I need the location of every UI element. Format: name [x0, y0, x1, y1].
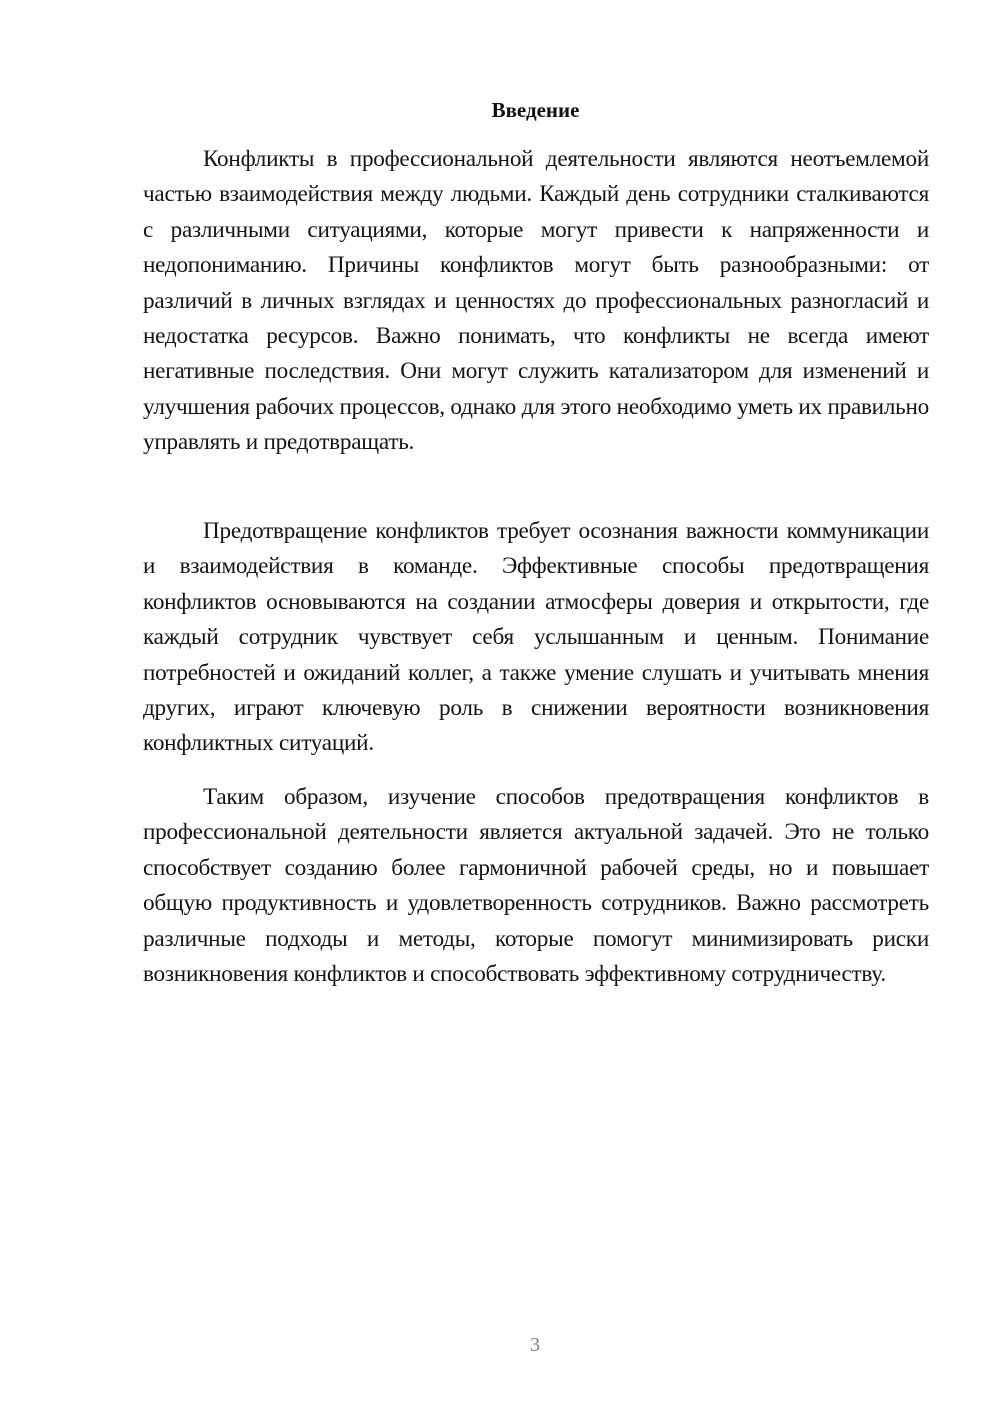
page-number: 3 — [530, 1334, 540, 1356]
section-heading: Введение — [491, 98, 580, 122]
paragraph-3: Таким образом, изучение способов предотвращения конфликтов в профессиональной деятельности является актуальной задачей. Это не только способствует созданию более гармоничной рабочей среды, но и повышает общую продуктивность и удовлетворенность сотрудников. Важно рассмотреть различные подходы и методы, которые помогут минимизировать риски возникновения конфликтов и способствовать эффективному сотрудничеству. — [143, 784, 929, 988]
paragraph-1: Конфликты в профессиональной деятельности являются неотъемлемой частью взаимодействия между людьми. Каждый день сотрудники сталкиваются с различными ситуациями, которые могут привести к напряженности и недопониманию. Причины конфликтов могут быть разнообразными: от различий в личных взглядах и ценностях до профессиональных разногласий и недостатка ресурсов. Важно понимать, что конфликты не всегда имеют негативные последствия. Они могут служить катализатором для изменений и улучшения рабочих процессов, однако для этого необходимо уметь их правильно управлять и предотвращать. — [143, 146, 929, 456]
paragraph-2: Предотвращение конфликтов требует осознания важности коммуникации и взаимодействия в команде. Эффективные способы предотвращения конфликтов основываются на создании атмосферы доверия и открытости, где каждый сотрудник чувствует себя услышанным и ценным. Понимание потребностей и ожиданий коллег, а также умение слушать и учитывать мнения других, играют ключевую роль в снижении вероятности возникновения конфликтных ситуаций. — [143, 518, 929, 757]
